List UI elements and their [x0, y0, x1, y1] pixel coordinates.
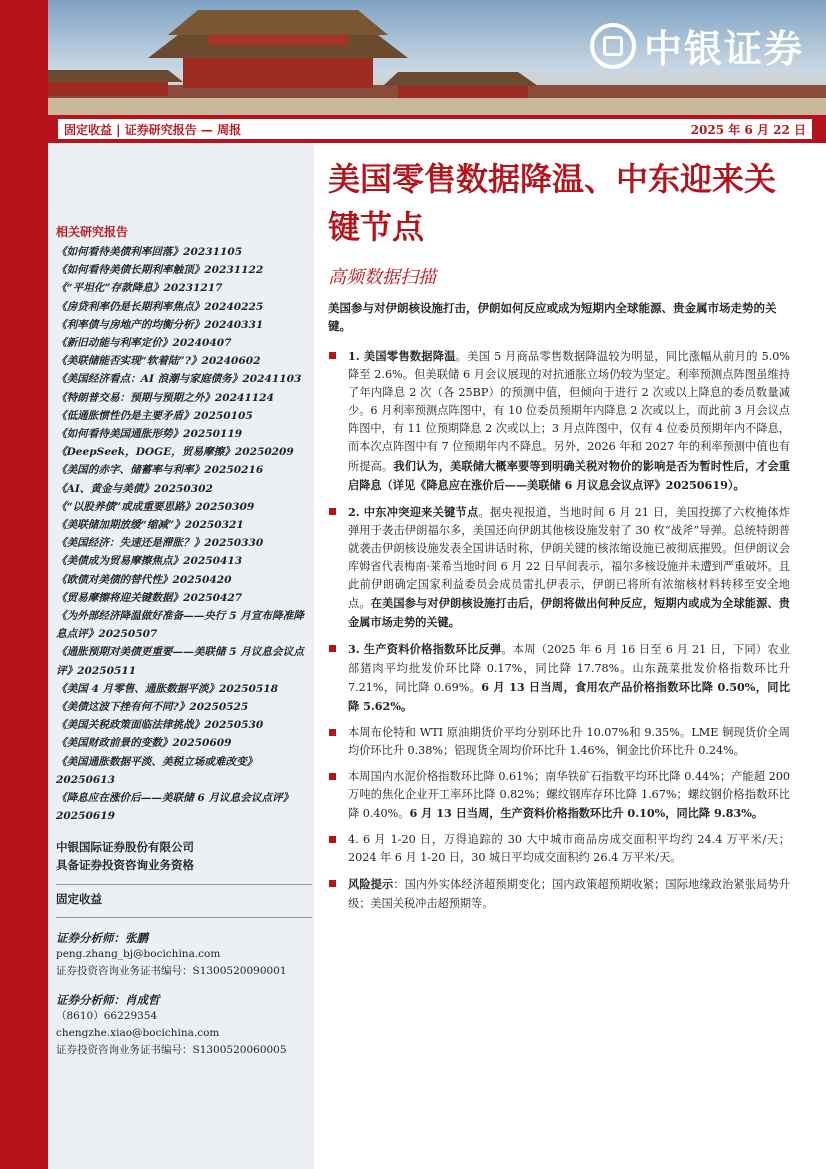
bullet-text: ：国内外实体经济超预期变化；国内政策超预期收紧；国际地缘政治紧张局势升级；美国关税冲击超预期等。: [348, 878, 790, 910]
related-report-item: 《美国财政前景的变数》20250609: [56, 737, 232, 750]
intro-summary: 美国参与对伊朗核设施打击，伊朗如何反应或成为短期内全球能源、贵金属市场走势的关键。: [328, 301, 777, 333]
related-report-item: 《为外部经济降温做好准备——央行 5 月宣布降准降息点评》20250507: [56, 610, 304, 641]
bullet-text: 。据央视报道，当地时间 6 月 21 日，美国投掷了六枚掩体炸弹用于袭击伊朗福尔多，美国还向伊朗其他核设施发射了 30 枚“战斧”导弹。总统特朗普就袭击伊朗核设施发表全国讲话时称，伊朗关键的核浓缩设施已被彻底摧毁。但伊朗议会库姆省代表梅南·莱希当地时间 6 月 22 日早间表示，福尔多核设施并未遭到严重破坏。且此前伊朗确定国家利益委员会成员雷扎伊表示，伊朗已将所有浓缩核材料转移至安全地点。: [348, 505, 790, 611]
related-report-item: 《如何看待美债长期利率触顶》20231122: [56, 264, 264, 277]
related-report-item: 《美国经济：失速还是滞胀？》20250330: [56, 537, 264, 550]
bullet-text: 。本周（2025 年 6 月 16 日至 6 月 21 日，下同）农业部猪肉平均批发价环比降 0.17%，同比降 17.78%。山东蔬菜批发价格指数环比升 7.21%，同比降 0.69%。: [348, 643, 791, 694]
bullet-list: [328, 347, 790, 913]
bullet-item: [328, 347, 790, 495]
related-report-item: 《美联储能否实现“软着陆”?》20240602: [56, 355, 261, 368]
left-red-bar: [0, 0, 48, 1169]
boc-emblem-icon: [590, 23, 636, 69]
report-date: 2025 年 6 月 22 日: [690, 123, 806, 137]
related-report-item: 《“平坦化”存款降息》20231217: [56, 282, 223, 295]
related-report-item: 《低通胀惯性仍是主要矛盾》20250105: [56, 409, 253, 422]
related-report-item: 《美债这波下挫有何不同?》20250525: [56, 701, 249, 714]
related-reports-list: [56, 243, 312, 826]
bullet-text: 4. 6 月 1-20 日，万得追踪的 30 大中城市商品房成交面积平均约 24.4 万平米/天；2024 年 6 月 1-20 日，30 城日平均成交面积约 26.4 万平米/天。: [348, 833, 790, 865]
bullet-item: [328, 831, 790, 867]
bullet-lead: 3. 生产资料价格指数环比反弹: [348, 642, 502, 657]
related-report-item: 《房贷利率仍是长期利率焦点》20240225: [56, 300, 264, 313]
company-qualification: 具备证券投资咨询业务资格: [56, 857, 194, 872]
bullet-item: [328, 768, 790, 823]
bullet-item: [328, 724, 790, 760]
bullet-item: [328, 875, 790, 912]
logo-text: 中银证券: [643, 27, 804, 71]
related-report-item: 《降息应在涨价后——美联储 6 月议息会议点评》20250619: [56, 792, 294, 823]
related-report-item: 《DeepSeek，DOGE，贸易摩擦》20250209: [56, 446, 294, 459]
bullet-lead: 风险提示: [348, 877, 394, 892]
section-name: 固定收益: [56, 891, 102, 906]
analyst-1-email: peng.zhang_bj@bocichina.com: [56, 947, 221, 960]
analyst-1-label: 证券分析师：张鹏: [56, 930, 148, 945]
report-subtitle: 高频数据扫描: [328, 267, 436, 288]
bullet-text: 本周布伦特和 WTI 原油期货价平均分别环比升 10.07%和 9.35%。LME 铜现货价全周均价环比升 0.38%；铝现货全周均价环比升 1.46%，铜金比价环比升 0.24%。: [348, 725, 790, 757]
analyst-2-email: chengzhe.xiao@bocichina.com: [56, 1026, 220, 1039]
bullet-emphasis: 6 月 13 日当周，生产资料价格指数环比升 0.10%，同比降 9.83%。: [409, 806, 764, 821]
analyst-2-label: 证券分析师：肖成哲: [56, 992, 160, 1007]
related-report-item: 《如何看待美债利率回落》20231105: [56, 246, 243, 258]
related-report-item: 《“以股养债”或成重要思路》20250309: [56, 500, 255, 513]
related-report-item: 《美债成为贸易摩擦焦点》20250413: [56, 555, 243, 568]
related-report-item: 《美国的赤字、储蓄率与利率》20250216: [56, 464, 264, 477]
related-report-item: 《美国通胀数据平淡、美税立场或难改变》20250613: [56, 755, 258, 786]
related-report-item: 《贸易摩擦将迎关键数据》20250427: [56, 591, 243, 604]
analyst-2-phone: （8610）66229354: [56, 1009, 158, 1022]
related-report-item: 《美国 4 月零售、通胀数据平淡》20250518: [56, 682, 279, 695]
related-report-item: 《特朗普交易：预期与预期之外》20241124: [56, 391, 274, 404]
related-report-item: 《AI、黄金与美债》20250302: [56, 482, 213, 495]
left-sidebar: [48, 143, 314, 1169]
bullet-lead: 2. 中东冲突迎来关键节点: [348, 504, 479, 519]
related-report-item: 《新旧动能与利率定价》20240407: [56, 337, 232, 350]
header-banner: [48, 0, 826, 115]
report-title: 美国零售数据降温、中东迎来关键节点: [328, 160, 777, 246]
related-report-item: 《利率债与房地产的均衡分析》20240331: [56, 318, 264, 331]
bullet-item: [328, 640, 790, 715]
related-report-item: 《美联储加期放缓“缩减”》20250321: [56, 519, 244, 532]
related-report-item: 《如何看待美国通胀形势》20250119: [56, 428, 243, 441]
bullet-emphasis: 在美国参与对伊朗核设施打击后，伊朗将做出何种反应，短期内或成为全球能源、贵金属市场走势的关键。: [348, 596, 790, 630]
related-report-item: 《美国关税政策面临法律挑战》20250530: [56, 719, 264, 732]
related-reports-title: 相关研究报告: [56, 225, 129, 239]
related-report-item: 《欧债对美债的替代性》20250420: [56, 573, 232, 586]
analyst-1-license: 证券投资咨询业务证书编号：S1300520090001: [56, 964, 287, 977]
report-category: 固定收益 | 证券研究报告 — 周报: [64, 123, 242, 137]
related-report-item: 《美国经济看点：AI 浪潮与家庭债务》20241103: [56, 373, 302, 386]
bullet-emphasis: 我们认为，美联储大概率要等到明确关税对物价的影响是否为暂时性后，才会重启降息（详见《降息应在涨价后——美联储 6 月议息会议点评》20250619）。: [348, 458, 790, 492]
analyst-2-license: 证券投资咨询业务证书编号：S1300520060005: [56, 1043, 287, 1056]
main-content: [328, 155, 790, 921]
bullet-text: 本周国内水泥价格指数环比降 0.61%；南华铁矿石指数平均环比降 0.44%；产能超 200 万吨的焦化企业开工率环比降 0.82%；螺纹钢库存环比降 1.67%；螺纹钢价格指数环比降 0.40%。: [348, 769, 790, 821]
company-name: 中银国际证券股份有限公司: [56, 839, 194, 854]
related-report-item: 《通胀预期对美债更重要——美联储 5 月议息会议点评》20250511: [56, 646, 304, 677]
bullet-lead: 1. 美国零售数据降温: [348, 349, 456, 363]
report-meta-bar: [48, 115, 826, 143]
bank-logo: [590, 18, 804, 73]
bullet-emphasis: 6 月 13 日当周，食用农产品价格指数环比降 0.50%，同比降 5.62%。: [348, 679, 791, 713]
bullet-text: 。美国 5 月商品零售数据降温较为明显，同比涨幅从前月的 5.0%降至 2.6%。但美联储 6 月会议展现的对抗通胀立场仍较为坚定。利率预测点阵图虽维持了年内降息 2 次（各 25BP）的预测中值，但倾向于进行 2 次或以上降息的委员数量减少。6 月利率预测点阵图中，有 10 位委员预期年内降息 2 次或以上，而此前 3 月会议点阵图中，有 11 位预期降息 2 次或以上；3 月点阵图中，仅有 4 位委员预期年内不降息，而本次点阵图中有 7 位预期年内不降息。另外，2026 年和 2027 年的利率预测中值也有所提高。: [348, 350, 790, 473]
bullet-item: [328, 503, 790, 633]
